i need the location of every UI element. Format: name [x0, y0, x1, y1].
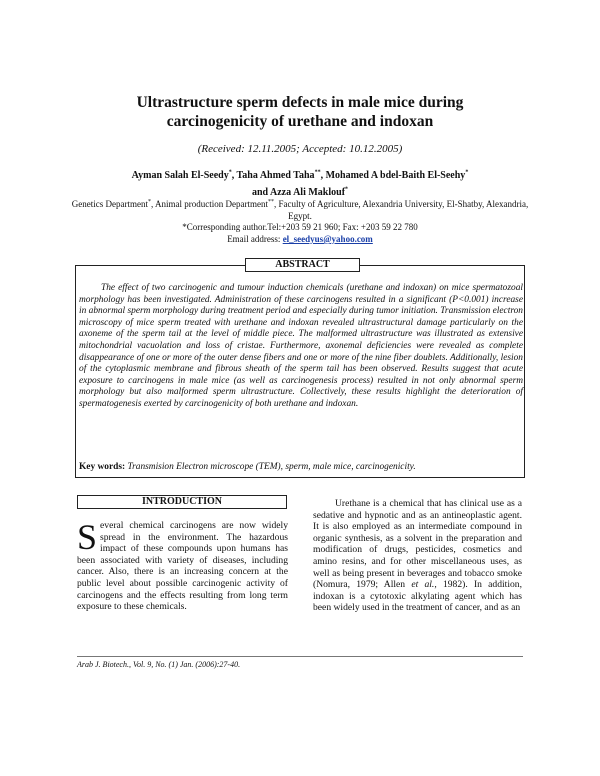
author-3: , Mohamed A bdel-Baith El-Seehy	[320, 170, 466, 181]
author-list	[40, 167, 560, 201]
author-2-mark: **	[314, 169, 321, 176]
corresponding-author: *Corresponding author.Tel:+203 59 21 960; Fax: +203 59 22 780	[182, 222, 418, 232]
keywords	[79, 462, 523, 472]
author-4: and Azza Ali Maklouf	[251, 187, 346, 198]
author-1-mark: *	[228, 169, 232, 176]
title-line-1: Ultrastructure sperm defects in male mice during	[136, 94, 464, 111]
title-line-2: carcinogenicity of urethane and indoxan	[166, 113, 434, 130]
keywords-list: Transmision Electron microscope (TEM), sperm, male mice, carcinogenicity.	[125, 462, 416, 472]
email-line	[0, 234, 600, 244]
intro-left-column	[77, 517, 288, 613]
intro-right-text-b: , 1982). In addition, indoxan is a cytotoxic alkylating agent which has been widely used in the treatment of cancer, and as an	[313, 579, 522, 614]
affiliation-dept-1: Genetics Department	[71, 199, 148, 209]
email-link[interactable]: el_seedyus@yahoo.com	[282, 234, 373, 244]
abstract-text: The effect of two carcinogenic and tumour induction chemicals (urethane and indoxan) on mice spermatozoal morphology has been investigated. Administration of these carcinogens resulted in a significant (P<0.001) increase in abnormal sperm morphology during treatment period and especially during tumor initiation. Transmission electron microscopy of mice sperm treated with urethane and indoxan revealed ultrastructural damage particularly on the axoneme of the sperm tail at the level of middle piece. The malformed ultrastructure was illustrated as extensive mitochondrial vacuolation and loss of cristae. Furthermore, axonemal deficiencies were revealed as complete disappearance of one or more of the outer dense fibers and one or more of the nine fiber doublets. Additionally, lesion of the cytoplasmic membrane and fibrous sheath of the sperm tail has been observed. Results suggest that acute exposure to carcinogens in male mice (as well as carcinogenesis process) resulted in not only abnormal sperm morphology but also malformed sperm ultrastructure. Collectively, these results highlight the deterioration of spermatogenesis exerted by carcinogenicity of both urethane and indoxan.	[79, 283, 523, 409]
introduction-heading: INTRODUCTION	[77, 495, 287, 509]
intro-left-text: everal chemical carcinogens are now widely spread in the environment. The hazardous impact of these compounds upon humans has been associated with variety of diseases, including cancer. Also, there is an increasing concern at the public level about possible carcinogenic activity of carcinogens and the effects resulting from long term exposure to these chemicals.	[77, 520, 288, 613]
journal-footer: Arab J. Biotech., Vol. 9, No. (1) Jan. (2006):27-40.	[77, 660, 241, 669]
author-4-mark: *	[345, 186, 349, 193]
author-2: , Taha Ahmed Taha	[231, 170, 315, 181]
affiliation	[60, 199, 540, 234]
author-3-mark: *	[465, 169, 469, 176]
intro-right-column	[313, 498, 522, 614]
email-label: Email address:	[227, 234, 283, 244]
received-dates: (Received: 12.11.2005; Accepted: 10.12.2005)	[197, 143, 403, 155]
paper-title	[0, 93, 600, 131]
affiliation-address: , Faculty of Agriculture, Alexandria University, El-Shatby, Alexandria, Egypt.	[273, 199, 529, 221]
drop-cap: S	[77, 517, 98, 557]
intro-right-etal: et al.	[411, 579, 435, 591]
footer-rule	[77, 656, 523, 657]
abstract-heading: ABSTRACT	[245, 258, 360, 272]
affiliation-mark-2: **	[267, 199, 274, 205]
keywords-label: Key words:	[79, 462, 126, 472]
affiliation-mark-1: *	[147, 199, 151, 205]
affiliation-dept-2: , Animal production Department	[150, 199, 268, 209]
author-1: Ayman Salah El-Seedy	[131, 170, 229, 181]
intro-right-text-a: Urethane is a chemical that has clinical use as a sedative and hypnotic and as an antineoplastic agent. It is also employed as an intermediate compound in organic synthesis, as a solvent in the preparation and modification of drugs, pesticides, cosmetics and amino resins, and for other miscellaneous uses, as well as being present in beverages and tobacco smoke (Nomura, 1979; Allen	[313, 498, 522, 591]
